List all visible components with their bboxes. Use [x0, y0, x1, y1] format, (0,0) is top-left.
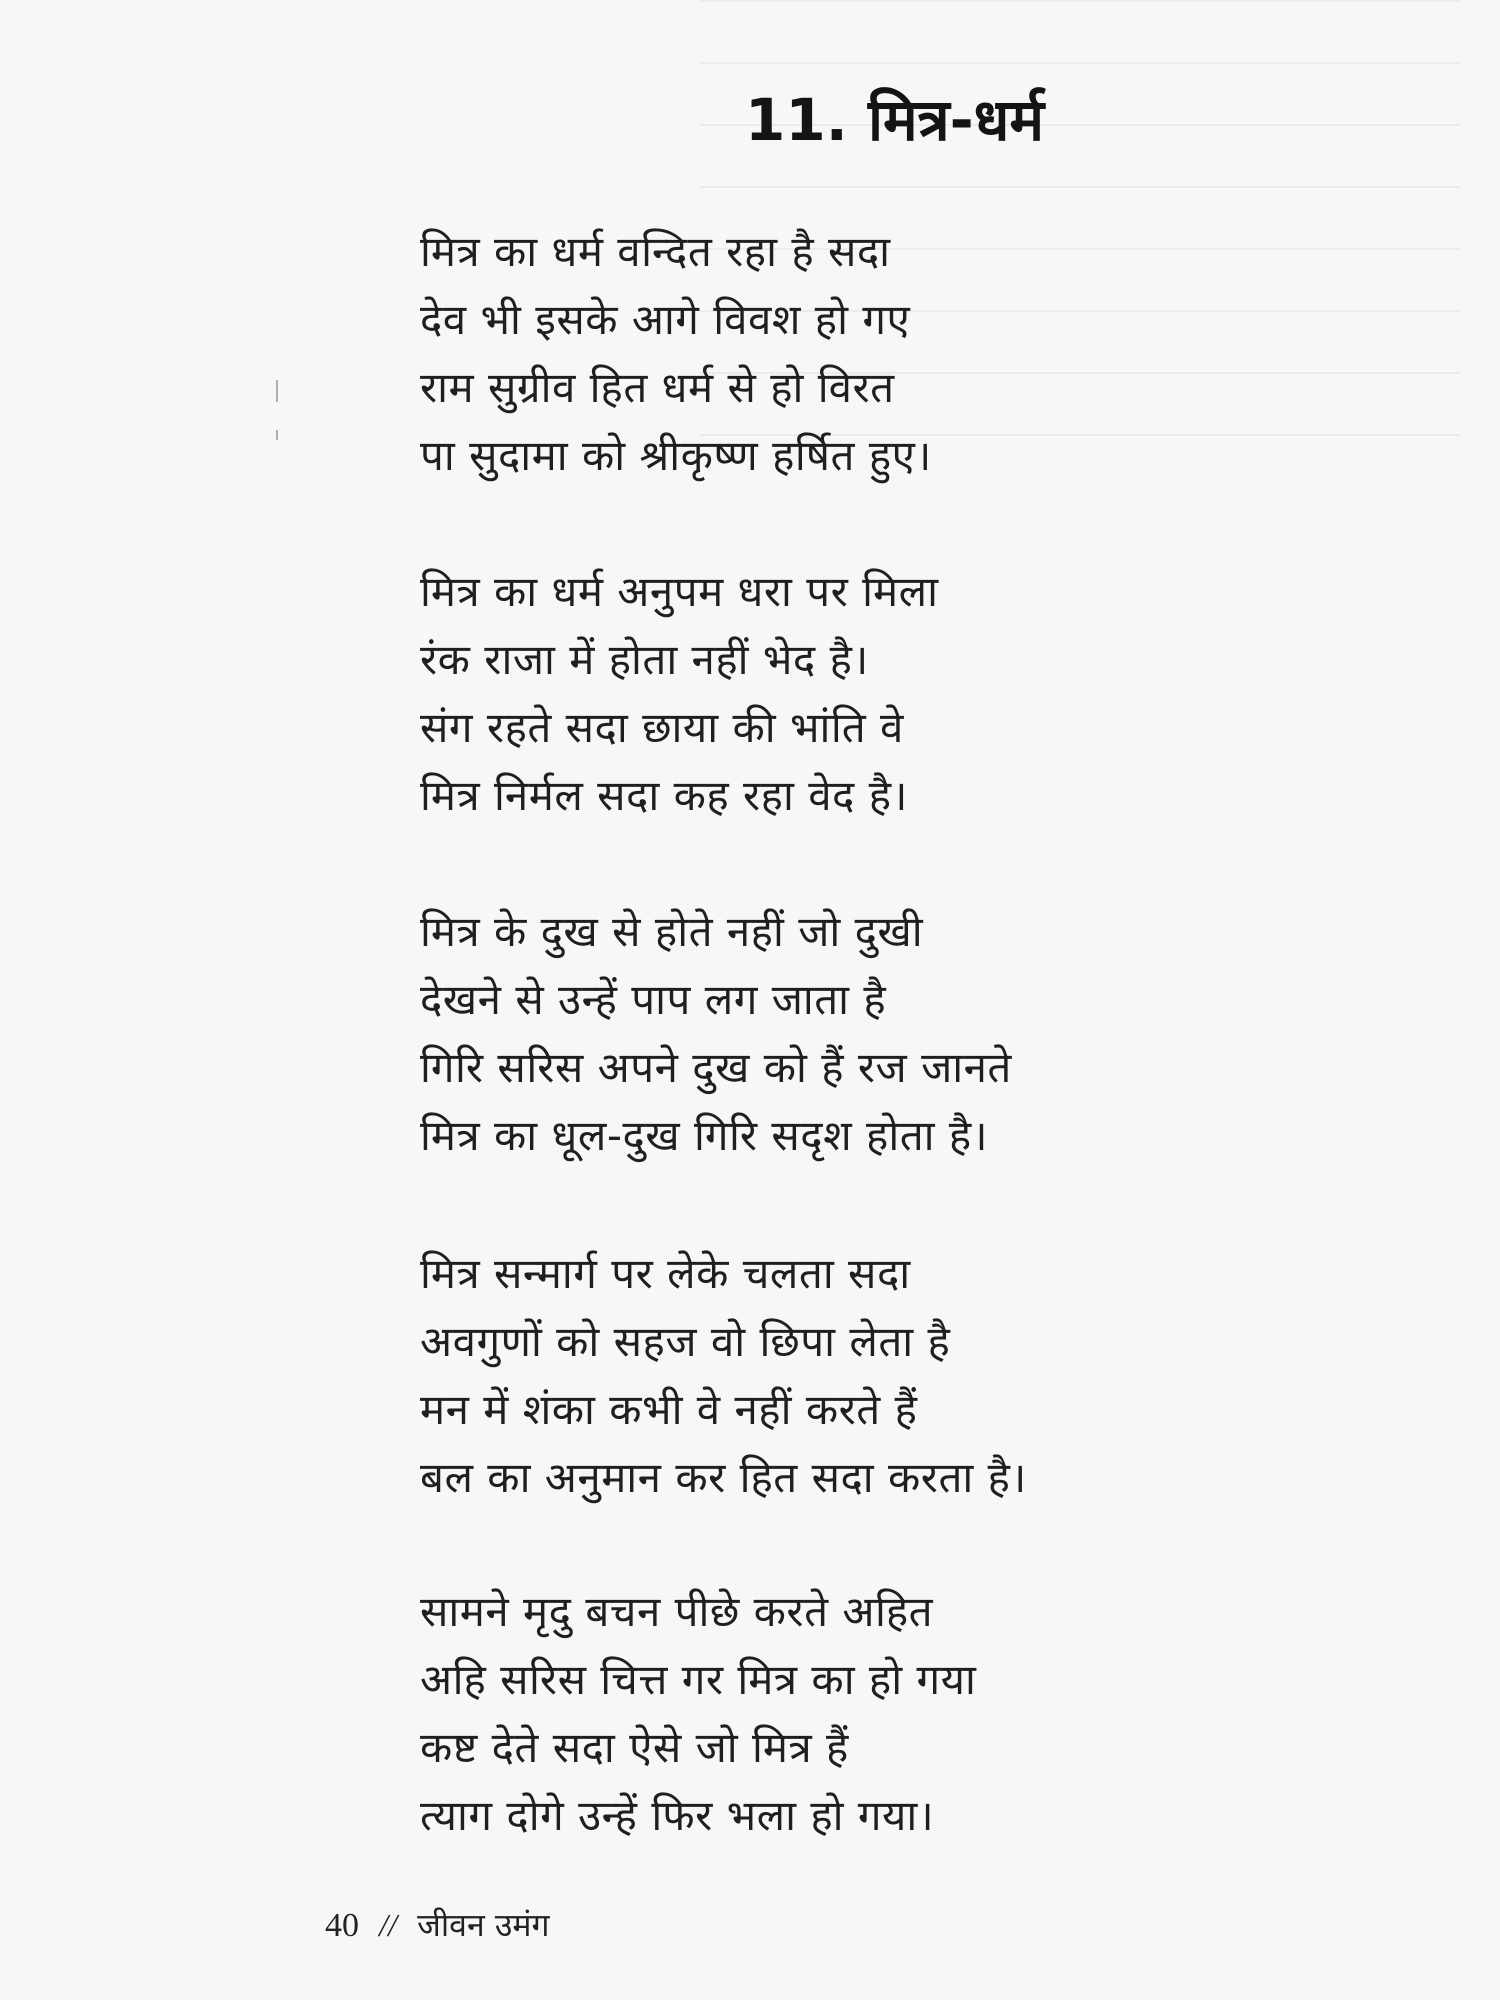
poem-line: देखने से उन्हें पाप लग जाता है: [420, 975, 887, 1024]
page-footer: [325, 1905, 550, 1946]
poem-line: गिरि सरिस अपने दुख को हैं रज जानते: [420, 1043, 1012, 1092]
footer-separator: //: [379, 1907, 397, 1943]
poem-line: राम सुग्रीव हित धर्म से हो विरत: [420, 363, 895, 412]
poem-line: कष्ट देते सदा ऐसे जो मित्र हैं: [420, 1723, 849, 1772]
poem-line: सामने मृदु बचन पीछे करते अहित: [420, 1587, 934, 1636]
poem-line: मित्र के दुख से होते नहीं जो दुखी: [420, 907, 924, 956]
poem-line: रंक राजा में होता नहीं भेद है।: [420, 635, 869, 684]
poem-line: मित्र का धूल-दुख गिरि सदृश होता है।: [420, 1111, 989, 1160]
poem-line: अहि सरिस चित्त गर मित्र का हो गया: [420, 1655, 977, 1704]
stanza-1: [420, 218, 1180, 490]
stanza-2: [420, 558, 1180, 830]
stanza-3: [420, 898, 1180, 1170]
poem-line: मित्र का धर्म वन्दित रहा है सदा: [420, 227, 891, 276]
stanza-4: [420, 1240, 1180, 1512]
poem-line: मित्र का धर्म अनुपम धरा पर मिला: [420, 567, 939, 616]
page-number: 40: [325, 1907, 359, 1944]
poem-line: अवगुणों को सहज वो छिपा लेता है: [420, 1317, 951, 1366]
stanza-5: [420, 1578, 1180, 1850]
poem-line: मन में शंका कभी वे नहीं करते हैं: [420, 1385, 918, 1434]
poem-title: 11. मित्र-धर्म: [745, 86, 1045, 154]
poem-line: मित्र सन्मार्ग पर लेके चलता सदा: [420, 1249, 911, 1298]
poem-line: बल का अनुमान कर हित सदा करता है।: [420, 1453, 1027, 1502]
book-title: जीवन उमंग: [417, 1906, 550, 1944]
poem-line: मित्र निर्मल सदा कह रहा वेद है।: [420, 771, 908, 820]
poem-line: पा सुदामा को श्रीकृष्ण हर्षित हुए।: [420, 431, 932, 480]
poem-line: देव भी इसके आगे विवश हो गए: [420, 295, 911, 344]
poem-line: संग रहते सदा छाया की भांति वे: [420, 703, 904, 752]
poem-line: त्याग दोगे उन्हें फिर भला हो गया।: [420, 1791, 935, 1840]
